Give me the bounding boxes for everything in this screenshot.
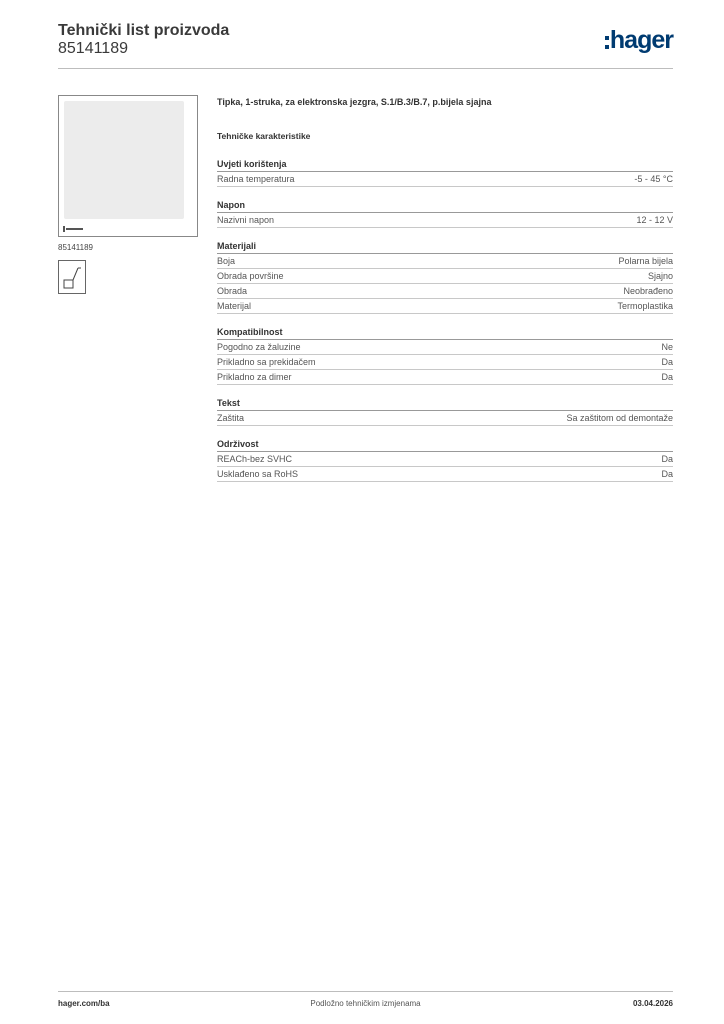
product-description: Tipka, 1-struka, za elektronska jezgra, S.1/B.3/B.7, p.bijela sjajna — [217, 97, 492, 107]
group-title: Materijali — [217, 239, 673, 254]
spec-label: Nazivni napon — [217, 215, 275, 225]
spec-row — [217, 299, 673, 314]
group-title: Održivost — [217, 437, 673, 452]
spec-row — [217, 269, 673, 284]
spec-row — [217, 254, 673, 269]
spec-row — [217, 355, 673, 370]
page-footer — [58, 991, 673, 1016]
spec-label: Radna temperatura — [217, 174, 295, 184]
spec-value: Neobrađeno — [623, 286, 673, 296]
spec-label: Zaštita — [217, 413, 245, 423]
spec-row — [217, 370, 673, 385]
spec-value: Termoplastika — [617, 301, 673, 311]
footer-date: 03.04.2026 — [632, 999, 673, 1008]
spec-value: Da — [661, 454, 673, 464]
spec-row — [217, 340, 673, 355]
group-title: Tekst — [217, 396, 673, 411]
spec-content — [217, 95, 673, 482]
product-image-frame — [58, 95, 198, 237]
spec-row — [217, 467, 673, 482]
spec-label: Prikladno za dimer — [217, 372, 292, 382]
spec-group-materials — [217, 239, 673, 314]
spec-row — [217, 284, 673, 299]
push-button-symbol-icon — [58, 260, 86, 294]
spec-row — [217, 213, 673, 228]
spec-group-usage — [217, 157, 673, 187]
spec-group-text — [217, 396, 673, 426]
footer-notice: Podložno tehničkim izmjenama — [310, 999, 421, 1008]
product-image — [64, 101, 184, 219]
spec-value: Sa zaštitom od demontaže — [566, 413, 673, 423]
group-title: Uvjeti korištenja — [217, 157, 673, 172]
spec-label: Boja — [217, 256, 236, 266]
spec-label: Usklađeno sa RoHS — [217, 469, 299, 479]
logo-text: hager — [609, 26, 673, 54]
spec-row — [217, 452, 673, 467]
page-title: Tehnički list proizvoda — [58, 22, 230, 39]
logo-dots-icon — [605, 36, 609, 49]
spec-value: -5 - 45 °C — [634, 174, 673, 184]
group-title: Kompatibilnost — [217, 325, 673, 340]
spec-label: Pogodno za žaluzine — [217, 342, 301, 352]
spec-group-compatibility — [217, 325, 673, 385]
spec-value: Polarna bijela — [618, 256, 673, 266]
spec-value: 12 - 12 V — [636, 215, 673, 225]
spec-label: Obrada površine — [217, 271, 284, 281]
spec-label: Obrada — [217, 286, 248, 296]
spec-value: Sjajno — [647, 271, 673, 281]
spec-value: Da — [661, 469, 673, 479]
spec-row — [217, 172, 673, 187]
product-number: 85141189 — [58, 40, 128, 57]
hager-logo — [605, 26, 673, 54]
product-code-label: 85141189 — [58, 243, 93, 252]
spec-label: REACh-bez SVHC — [217, 454, 293, 464]
spec-group-voltage — [217, 198, 673, 228]
page-header — [58, 20, 673, 69]
group-title: Napon — [217, 198, 673, 213]
tech-characteristics-heading: Tehničke karakteristike — [217, 131, 311, 141]
spec-label: Prikladno sa prekidačem — [217, 357, 316, 367]
spec-group-sustainability — [217, 437, 673, 482]
spec-value: Da — [661, 372, 673, 382]
spec-value: Da — [661, 357, 673, 367]
spec-label: Materijal — [217, 301, 252, 311]
spec-row — [217, 411, 673, 426]
spec-value: Ne — [661, 342, 673, 352]
scale-icon — [63, 226, 83, 232]
footer-website-link[interactable]: hager.com/ba — [58, 999, 110, 1008]
